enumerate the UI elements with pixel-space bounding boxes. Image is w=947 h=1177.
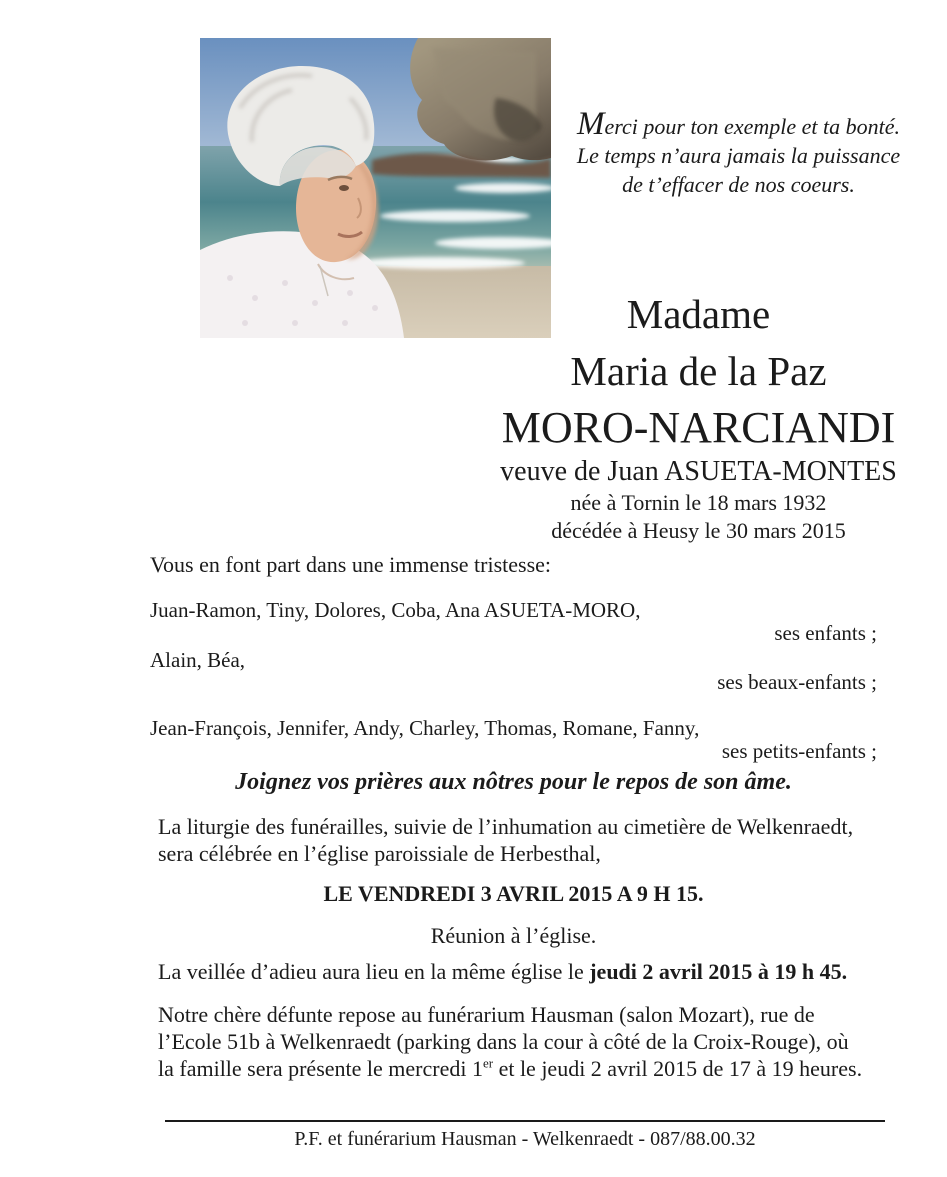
funeral-home-footer: P.F. et funérarium Hausman - Welkenraedt - 087/88.00.32: [294, 1128, 756, 1150]
quote-initial: M: [577, 106, 605, 142]
deceased-given-names: Maria de la Paz: [570, 348, 827, 394]
family-inlaws-relation: ses beaux-enfants ;: [717, 670, 877, 694]
family-grandchildren-relation: ses petits-enfants ;: [721, 739, 877, 763]
vigil-line: La veillée d’adieu aura lieu en la même église le jeudi 2 avril 2015 à 19 h 45.: [158, 959, 848, 984]
deceased-widow-line: veuve de Juan ASUETA-MONTES: [500, 456, 897, 487]
ordinal-superscript: er: [482, 1055, 494, 1071]
footer-divider: [165, 1120, 885, 1122]
deceased-title: Madame: [626, 291, 771, 337]
family-inlaws-names: Alain, Béa,: [150, 648, 246, 672]
repose-line-3: la famille sera présente le mercredi 1er et le jeudi 2 avril 2015 de 17 à 19 heures.: [158, 1055, 863, 1081]
deceased-family-name: MORO-NARCIANDI: [501, 403, 896, 452]
announcement-intro: Vous en font part dans une immense tristesse:: [150, 552, 552, 577]
vigil-date: jeudi 2 avril 2015 à 19 h 45.: [589, 959, 848, 984]
liturgy-line-2: sera célébrée en l’église paroissiale de Herbesthal,: [158, 841, 601, 866]
quote-line-2: Le temps n’aura jamais la puissance: [576, 143, 901, 168]
funeral-date-line: LE VENDREDI 3 AVRIL 2015 A 9 H 15.: [323, 881, 704, 906]
deceased-name-block: [450, 286, 947, 488]
quote-line-3: de t’effacer de nos coeurs.: [622, 172, 855, 197]
family-children-names: Juan-Ramon, Tiny, Dolores, Coba, Ana ASUETA-MORO,: [150, 598, 641, 622]
repose-paragraph: [150, 1001, 877, 1082]
liturgy-line-1: La liturgie des funérailles, suivie de l’inhumation au cimetière de Welkenraedt,: [158, 814, 854, 839]
family-children-relation: ses enfants ;: [774, 621, 877, 645]
birth-line: née à Tornin le 18 mars 1932: [570, 490, 827, 515]
meeting-line: Réunion à l’église.: [430, 923, 597, 948]
death-line: décédée à Heusy le 30 mars 2015: [551, 518, 846, 543]
prayer-line: Joignez vos prières aux nôtres pour le repos de son âme.: [235, 769, 792, 795]
family-grandchildren-names: Jean-François, Jennifer, Andy, Charley, Thomas, Romane, Fanny,: [150, 716, 700, 740]
memorial-quote: [530, 106, 947, 199]
quote-line-1: Merci pour ton exemple et ta bonté.: [577, 106, 900, 142]
repose-line-2: l’Ecole 51b à Welkenraedt (parking dans la cour à côté de la Croix-Rouge), où: [158, 1029, 849, 1054]
life-dates-block: [450, 489, 947, 545]
liturgy-paragraph: [150, 813, 877, 867]
repose-line-1: Notre chère défunte repose au funérarium Hausman (salon Mozart), rue de: [158, 1002, 815, 1027]
